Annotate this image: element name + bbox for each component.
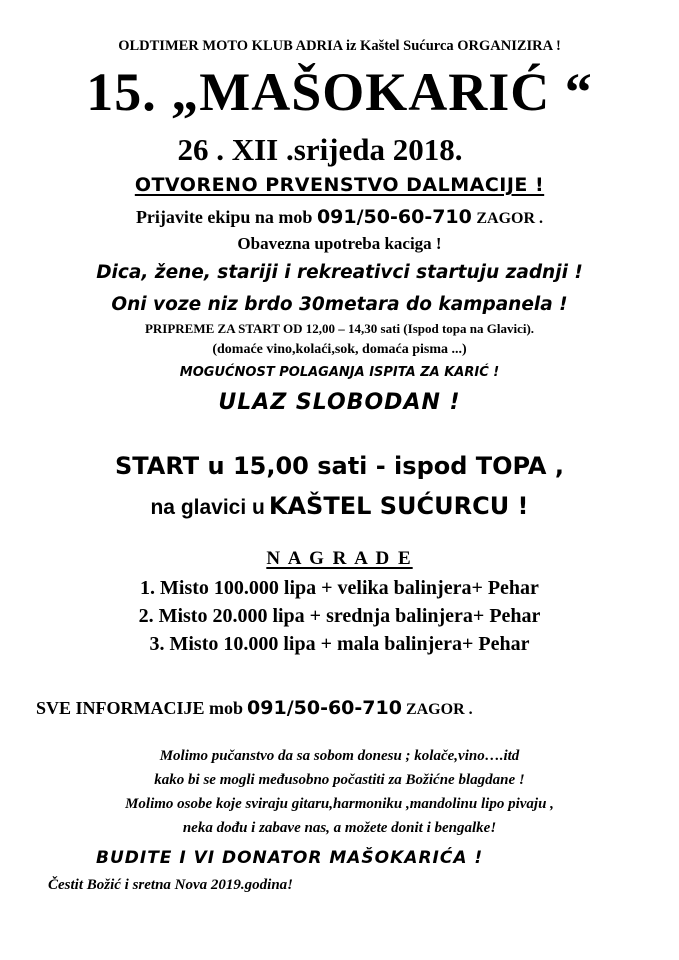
preparation-notice: PRIPREME ZA START OD 12,00 – 14,30 sati (Ispod topa na Glavici). [144, 321, 535, 336]
start-location-prefix: na glavici u [150, 496, 265, 519]
registration-contact: ZAGOR . [476, 210, 544, 227]
free-entry-notice: ULAZ SLOBODAN ! [218, 390, 461, 415]
info-contact: ZAGOR . [405, 701, 473, 718]
registration-phone: 091/50-60-710 [316, 206, 472, 228]
event-title: 15. „MAŠOKARIĆ “ [86, 62, 593, 122]
prizes-heading: N A G R A D E [266, 548, 413, 569]
appeal-line-1: Molimo pučanstvo da sa sobom donesu ; kolače,vino….itd [159, 748, 520, 764]
prizes-list [0, 574, 679, 658]
distance-notice: Oni voze niz brdo 30metara do kampanela ! [111, 294, 568, 315]
refreshments-notice: (domaće vino,kolaći,sok, domaća pisma ...) [212, 342, 467, 357]
appeal-line-4: neka dođu i zabave nas, a možete donit i bengalke! [182, 820, 497, 836]
holiday-greeting: Čestit Božić i sretna Nova 2019.godina! [48, 877, 294, 893]
prize-item-3: 3. Misto 10.000 lipa + mala balinjera+ Pehar [149, 633, 530, 655]
prize-item-1: 1. Misto 100.000 lipa + velika balinjera+ Pehar [140, 577, 539, 599]
info-text: SVE INFORMACIJE mob [36, 698, 244, 718]
start-location-line [0, 492, 679, 520]
start-time-line: START u 15,00 sati - ispod TOPA , [115, 452, 564, 480]
appeal-line-2: kako bi se mogli međusobno počastiti za Božićne blagdane ! [154, 772, 525, 788]
organizer-line: OLDTIMER MOTO KLUB ADRIA iz Kaštel Sućurca ORGANIZIRA ! [118, 38, 561, 54]
prize-item-2: 2. Misto 20.000 lipa + srednja balinjera+ Pehar [138, 605, 541, 627]
start-location-place: KAŠTEL SUĆURCU ! [268, 492, 529, 520]
donor-appeal: BUDITE I VI DONATOR MAŠOKARIĆA ! [96, 848, 484, 868]
registration-line [0, 206, 679, 228]
start-order-notice: Dica, žene, stariji i rekreativci startuju zadnji ! [96, 262, 583, 283]
championship-line: OTVORENO PRVENSTVO DALMACIJE ! [134, 174, 545, 196]
info-phone: 091/50-60-710 [247, 697, 402, 719]
registration-text: Prijavite ekipu na mob [135, 207, 313, 227]
helmet-notice: Obavezna upotreba kaciga ! [237, 234, 442, 253]
exam-notice: MOGUĆNOST POLAGANJA ISPITA ZA KARIĆ ! [179, 365, 500, 380]
event-date: 26 . XII .srijeda 2018. [177, 132, 463, 167]
info-line [36, 697, 473, 719]
appeal-line-3: Molimo osobe koje sviraju gitaru,harmoniku ,mandolinu lipo pivaju , [125, 796, 554, 812]
